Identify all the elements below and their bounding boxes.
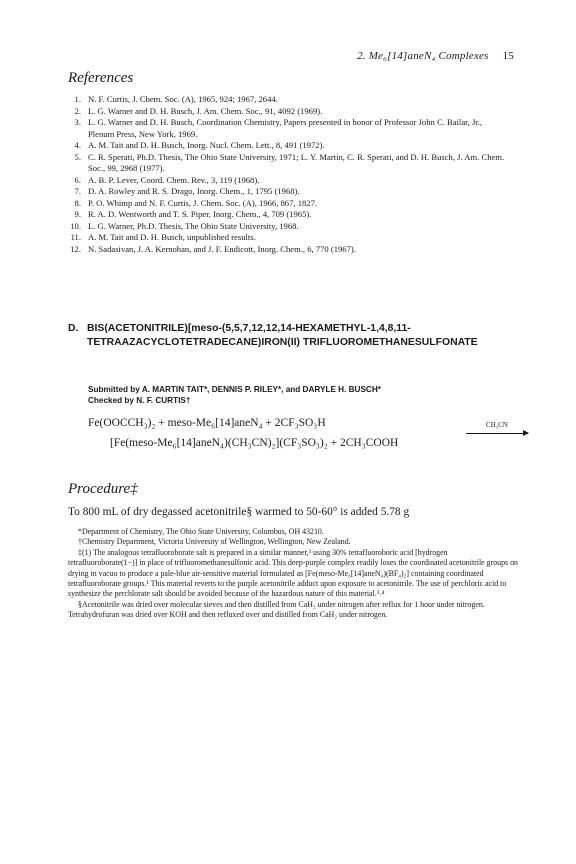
reference-text: L. G. Warner and D. H. Busch, Coordination Chemistry, Papers presented in honor of Professor John C. Bailar, Jr., Plenum Press, New York, 1969. xyxy=(88,117,482,139)
section-letter: D. xyxy=(68,323,79,334)
running-head-title: 2. Me₆[14]aneN₄ Complexes xyxy=(357,50,489,62)
reference-number: 8. xyxy=(74,197,81,208)
reference-number: 9. xyxy=(74,209,81,219)
reference-item xyxy=(68,209,508,221)
reference-item xyxy=(68,221,508,233)
checked-by: Checked by N. F. CURTIS† xyxy=(88,396,191,405)
reference-item xyxy=(68,186,508,198)
reference-item xyxy=(68,175,508,187)
section-heading xyxy=(68,322,508,349)
submitted-by: Submitted by A. MARTIN TAIT*, DENNIS P. RILEY*, and DARYLE H. BUSCH* xyxy=(88,385,381,394)
reference-item xyxy=(68,94,508,106)
reference-number: 10. xyxy=(70,220,81,231)
reference-item xyxy=(68,152,508,175)
equation-line-1: Fe(OOCCH₃)₂ + meso-Me₆[14]aneN₄ + 2CF₃SO₃H xyxy=(88,417,326,429)
reference-number: 12. xyxy=(70,243,81,254)
section-title: BIS(ACETONITRILE)[meso-(5,5,7,12,12,14-HEXAMETHYL-1,4,8,11-TETRAAZACYCLOTETRADECANE)IRON(II) TRIFLUOROMETHANESULFONATE xyxy=(87,323,478,348)
footnote: §Acetonitrile was dried over molecular sieves and then distilled from CaH₂ under nitrogen after reflux for 1 hour under nitrogen. Tetrahydrofuran was dried over KOH and then refluxed over and distilled from CaH₂ under nitrogen. xyxy=(68,599,485,620)
procedure-text: To 800 mL of dry degassed acetonitrile§ warmed to 50-60° is added 5.78 g xyxy=(68,506,410,518)
reference-number: 1. xyxy=(74,94,81,104)
reference-list xyxy=(68,94,508,255)
running-head xyxy=(357,50,514,62)
reference-text: N. Sadasivan, J. A. Kernohan, and J. F. Endicott, Inorg. Chem., 6, 770 (1967). xyxy=(88,243,356,254)
footnotes xyxy=(68,527,518,621)
reference-number: 7. xyxy=(74,186,81,196)
reference-text: A. M. Tait and D. H. Busch, unpublished results. xyxy=(88,232,256,242)
references-heading: References xyxy=(68,70,134,86)
reference-number: 2. xyxy=(74,105,81,116)
arrow-label: CH₃CN xyxy=(486,421,508,429)
reference-item xyxy=(68,232,508,244)
procedure-heading: Procedure‡ xyxy=(68,481,138,497)
arrow-icon xyxy=(466,433,528,434)
reference-text: L. G. Warner and D. H. Busch, J. Am. Chem. Soc., 91, 4092 (1969). xyxy=(88,105,323,116)
equation-line-2: [Fe(meso-Me₆[14]aneN₄)(CH₃CN)₂](CF₃SO₃)₂ + 2CH₃COOH xyxy=(110,437,399,449)
reference-number: 11. xyxy=(70,232,81,242)
reference-number: 6. xyxy=(74,174,81,185)
footnote: ‡(1) The analogous tetrafluoroborate salt is prepared in a similar manner,³ using 30% tetrafluoroboric acid [hydrogen tetrafluoroborate(1−)] in place of trifluoromethanesulfonic acid. This deep-purple complex readily loses the coordinated acetonitrile groups on drying in vacuo to produce a pale-blue air-sensitive material formulated as [Fe(meso-Me₆[14]aneN₄)(BF₄)₂] containing coordinated tetrafluoroborate groups.¹ This material reverts to the purple acetonitrile adduct upon exposure to acetonitrile. The use of perchloric acid to synthesize the perchlorate salt should be avoided because of the hazardous nature of this material.³˒⁴ xyxy=(68,547,518,599)
reference-item xyxy=(68,198,508,210)
reference-number: 5. xyxy=(74,151,81,162)
reference-item xyxy=(68,117,508,140)
reference-item xyxy=(68,244,508,256)
reference-number: 3. xyxy=(74,117,81,127)
reference-text: R. A. D. Wentworth and T. S. Piper, Inorg. Chem., 4, 709 (1965). xyxy=(88,209,312,219)
reference-text: N. F. Curtis, J. Chem. Soc. (A), 1965, 924; 1967, 2644. xyxy=(88,94,278,104)
footnote: †Chemistry Department, Victoria University of Wellington, Wellington, New Zealand. xyxy=(78,537,351,547)
reference-text: L. G. Warner, Ph.D. Thesis, The Ohio State University, 1968. xyxy=(88,220,299,231)
reference-item xyxy=(68,140,508,152)
reaction-arrow xyxy=(466,418,528,434)
reference-number: 4. xyxy=(74,140,81,150)
reference-text: A. M. Tait and D. H. Busch, Inorg. Nucl. Chem. Lett., 8, 491 (1972). xyxy=(88,140,325,150)
footnote: *Department of Chemistry, The Ohio State University, Columbus, OH 43210. xyxy=(78,527,324,536)
reference-text: D. A. Rowley and R. S. Drago, Inorg. Chem., 1, 1795 (1968). xyxy=(88,186,300,196)
page-number: 15 xyxy=(502,50,514,62)
reference-text: A. B. P. Lever, Coord. Chem. Rev., 3, 119 (1968). xyxy=(88,174,260,185)
reaction-equation xyxy=(88,416,518,450)
reference-text: C. R. Sperati, Ph.D. Thesis, The Ohio State University, 1971; L. Y. Martin, C. R. Sperati, and D. H. Busch, J. Am. Chem. Soc., 99, 2968 (1977). xyxy=(88,151,505,173)
reference-item xyxy=(68,106,508,118)
credits xyxy=(88,384,381,406)
reference-text: P. O. Whimp and N. F. Curtis, J. Chem. Soc. (A), 1966, 867, 1827. xyxy=(88,197,318,208)
